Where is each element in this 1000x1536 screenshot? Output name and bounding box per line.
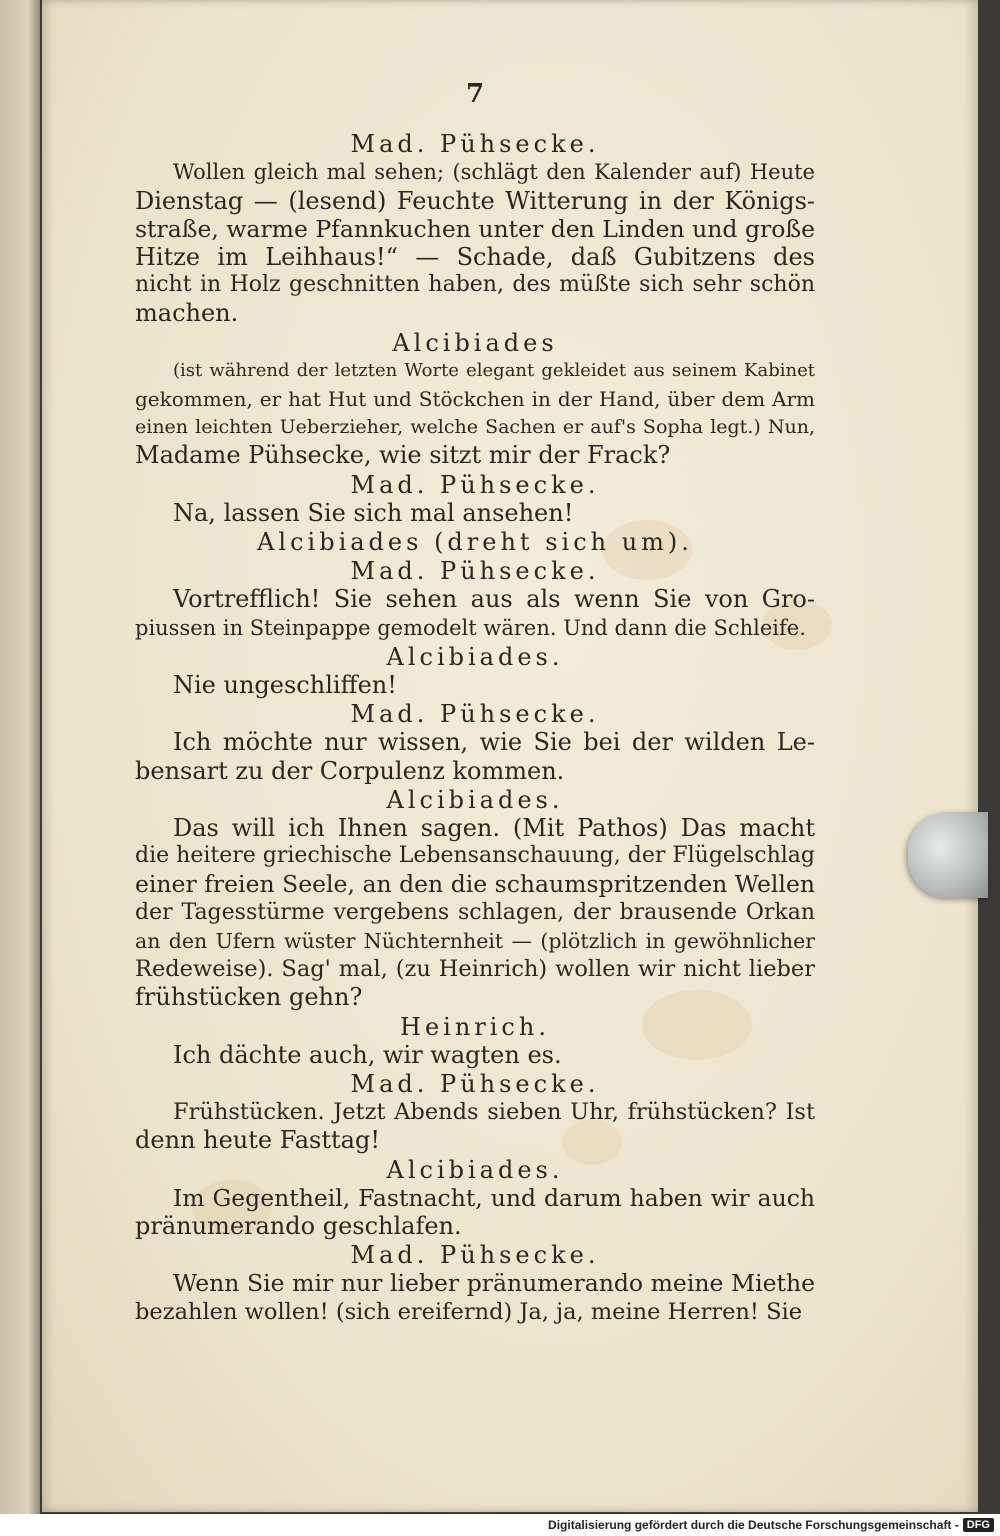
text-line: machen. (135, 299, 239, 328)
speaker-name: Mad. Pühsecke. (350, 470, 600, 499)
text-line: einen leichten Ueberzieher, welche Sachen er auf's Sopha legt.) Nun, (135, 416, 815, 439)
text-line: der Tagesstürme vergebens schlagen, der brausende Orkan (135, 899, 815, 925)
speech-paragraph (135, 357, 815, 470)
text-line: Vortrefflich! Sie sehen aus als wenn Sie von Gro- (173, 585, 815, 614)
text-line: Na, lassen Sie sich mal ansehen! (173, 498, 574, 527)
text-line: pränumerando geschlafen. (135, 1211, 462, 1240)
text-line: Ich dächte auch, wir wagten es. (173, 1040, 562, 1069)
text-line: nicht in Holz geschnitten haben, des müßte sich sehr schön (135, 272, 815, 298)
text-line: Wenn Sie mir nur lieber pränumerando meine Miethe (173, 1269, 815, 1298)
text-line: frühstücken gehn? (135, 983, 363, 1012)
speaker-name: Mad. Pühsecke. (350, 130, 600, 159)
text-body (135, 130, 815, 1326)
text-line: (ist während der letzten Worte elegant gekleidet aus seinem Kabinet (173, 359, 815, 381)
speaker-name: Heinrich. (400, 1012, 550, 1041)
text-line: Das will ich Ihnen sagen. (Mit Pathos) Das macht (173, 814, 815, 843)
text-line: Wollen gleich mal sehen; (schlägt den Kalender auf) Heute (173, 160, 815, 185)
speaker-name: Alcibiades (dreht sich um). (257, 528, 693, 557)
text-line: Hitze im Leihhaus!“ — Schade, daß Gubitzens des (135, 243, 815, 272)
speaker-name: Mad. Pühsecke. (350, 557, 600, 586)
text-line: piussen in Steinpappe gemodelt wären. Und dann die Schleife. (135, 615, 806, 640)
page-text (135, 80, 815, 1326)
text-line: bensart zu der Corpulenz kommen. (135, 756, 565, 785)
speaker-name: Mad. Pühsecke. (350, 1069, 600, 1098)
speech-paragraph (135, 1269, 815, 1325)
speaker-name: Alcibiades. (386, 785, 564, 814)
speaker-name: Alcibiades. (386, 642, 564, 671)
text-line: Madame Pühsecke, wie sitzt mir der Frack? (135, 441, 671, 470)
speech-paragraph (135, 1098, 815, 1154)
page-number: 7 (465, 79, 485, 109)
text-line: Nie ungeschliffen! (173, 671, 397, 700)
thumb-shadow (908, 812, 988, 898)
text-line: Frühstücken. Jetzt Abends sieben Uhr, frühstücken? Ist (173, 1099, 815, 1126)
text-line: Ich möchte nur wissen, wie Sie bei der wilden Le- (173, 728, 815, 757)
text-line: gekommen, er hat Hut und Stöckchen in der Hand, über dem Arm (135, 387, 815, 412)
text-line: Redeweise). Sag' mal, (zu Heinrich) wollen wir nicht lieber (135, 956, 815, 983)
speech-paragraph (135, 671, 815, 699)
text-line: Im Gegentheil, Fastnacht, und darum haben wir auch (173, 1183, 815, 1212)
text-line: einer freien Seele, an den die schaumspritzenden Wellen (135, 870, 815, 899)
dfg-logo: DFG (963, 1518, 994, 1532)
footer-credit: Digitalisierung gefördert durch die Deutsche Forschungsgemeinschaft - (548, 1518, 959, 1532)
speech-paragraph (135, 585, 815, 641)
text-line: bezahlen wollen! (sich ereifernd) Ja, ja, meine Herren! Sie (135, 1298, 803, 1325)
previous-page-edge (0, 0, 40, 1536)
digitization-footer (0, 1514, 1000, 1536)
speech-paragraph (135, 814, 815, 1011)
text-line: denn heute Fasttag! (135, 1126, 380, 1155)
speaker-name: Alcibiades (392, 328, 558, 357)
speech-paragraph (135, 728, 815, 784)
speech-paragraph (135, 499, 815, 527)
speech-paragraph (135, 1184, 815, 1240)
speech-paragraph (135, 158, 815, 327)
speaker-name: Mad. Pühsecke. (350, 1241, 600, 1270)
speaker-name: Mad. Pühsecke. (350, 700, 600, 729)
text-line: straße, warme Pfannkuchen unter den Linden und große (135, 214, 815, 243)
speech-paragraph (135, 1041, 815, 1069)
text-line: Dienstag — (lesend) Feuchte Witterung in der Königs- (135, 186, 815, 215)
text-line: an den Ufern wüster Nüchternheit — (plötzlich in gewöhnlicher (135, 928, 815, 953)
text-line: die heitere griechische Lebensanschauung, der Flügelschlag (135, 843, 815, 869)
speaker-name: Alcibiades. (386, 1155, 564, 1184)
